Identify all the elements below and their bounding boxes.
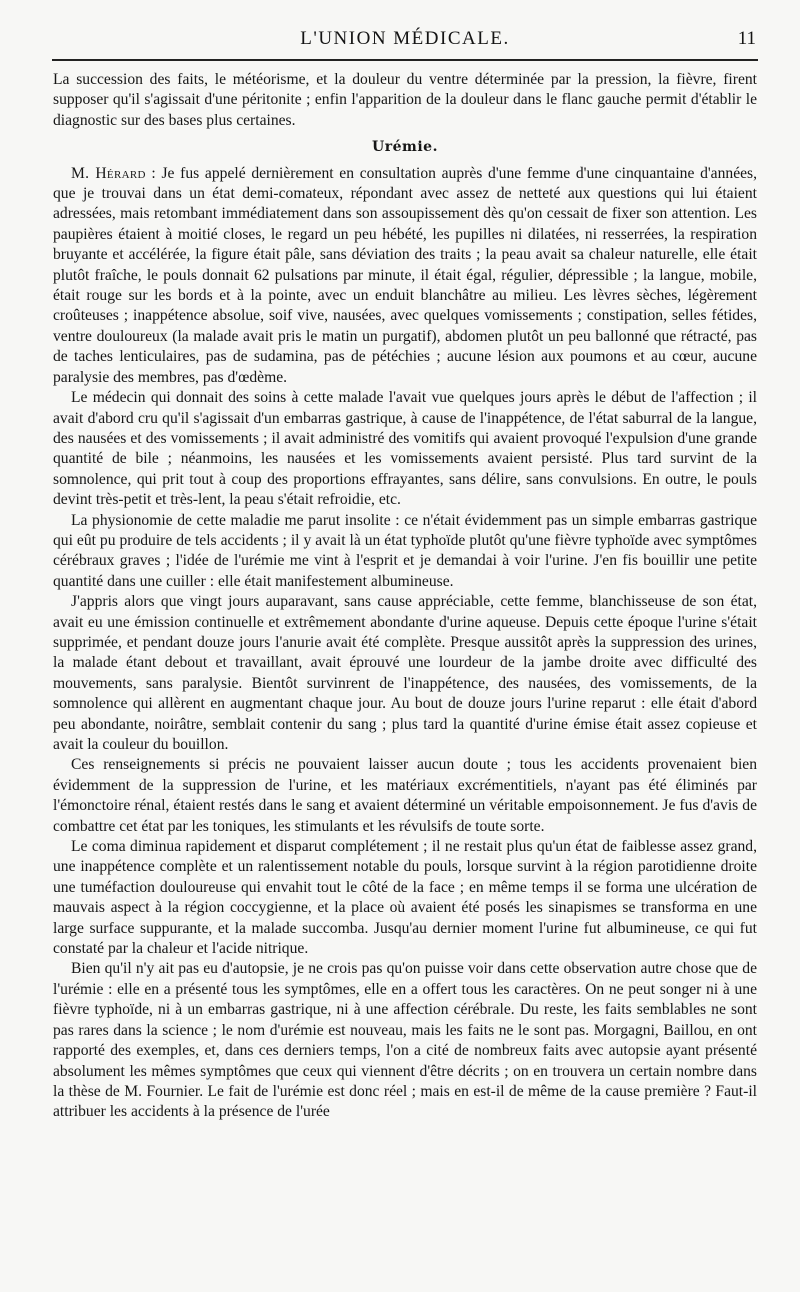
paragraph-7: Bien qu'il n'y ait pas eu d'autopsie, je ne crois pas qu'on puisse voir dans cette observation autre chose que de l'urémie : elle en a présenté tous les symptômes, elle en a offert tous les caractères. On ne peut songer ni à une fièvre typhoïde, ni à un embarras gastrique, ni à une affection cérébrale. Du reste, les faits semblables ne sont pas rares dans la science ; le nom d'urémie est nouveau, mais les faits ne le sont pas. Morgagni, Baillou, en ont rapporté des exemples, et, dans ces derniers temps, l'on a cité de nombreux faits avec autopsie ayant présenté absolument les mêmes symptômes que ceux qui viennent d'être décrits ; on en trouvera un certain nombre dans la thèse de M. Fournier. Le fait de l'urémie est donc réel ; mais en est-il de même de la cause première ? Faut-il attribuer les accidents à la présence de l'urée	[53, 960, 757, 1121]
paragraph-5: Ces renseignements si précis ne pouvaient laisser aucun doute ; tous les accidents provenaient bien évidemment de la suppression de l'urine, et les matériaux excrémentitiels, n'ayant pas été éliminés par l'émonctoire rénal, étaient restés dans le sang et avaient déterminé un véritable empoisonnement. Je fus d'avis de combattre cet état par les toniques, les stimulants et les révulsifs de toute sorte.	[53, 756, 757, 835]
paragraph-6: Le coma diminua rapidement et disparut complétement ; il ne restait plus qu'un état de faiblesse assez grand, une inappétence complète et un ralentissement notable du pouls, lorsque survint à la région parotidienne droite une tuméfaction douloureuse qui envahit tout le côté de la face ; en même temps il se forma une ulcération de mauvais aspect à la région coccygienne, et la place où avaient été posés les sinapismes se transforma en une large surface suppurante, et la malade succomba. Jusqu'au dernier moment l'urine fut albumineuse, ce qui fut constaté par la chaleur et l'acide nitrique.	[53, 838, 757, 958]
page-header	[52, 28, 758, 52]
running-title: L'UNION MÉDICALE.	[300, 28, 510, 49]
paragraph-1-text: : Je fus appelé dernièrement en consultation auprès d'une femme d'une cinquantaine d'années, que je trouvai dans un état demi-comateux, répondant avec assez de netteté aux questions qui lui étaient adressées, mais retombant immédiatement dans son assoupissement dès qu'on cessait de fixer son attention. Les paupières étaient à moitié closes, le regard un peu hébété, les pupilles ni dilatées, ni resserrées, la respiration bruyante et accélérée, la figure était pâle, sans déviation des traits ; la peau avait sa chaleur naturelle, elle était plutôt fraîche, le pouls donnait 62 pulsations par minute, il était égal, régulier, dépressible ; la langue, mobile, était rouge sur les bords et à la pointe, avec un enduit blanchâtre au milieu. Les lèvres sèches, légèrement croûteuses ; inappétence absolue, soif vive, nausées, avec quelques vomissements ; constipation, selles fétides, ventre douloureux (la malade avait pris le matin un purgatif), abdomen plutôt un peu ballonné que rétracté, pas de taches lenticulaires, pas de sudamina, pas de pétéchies ; aucune lésion aux poumons et au cœur, aucune paralysie des membres, pas d'œdème.	[53, 164, 758, 386]
article-body	[53, 70, 757, 1123]
paragraph-3: La physionomie de cette maladie me parut insolite : ce n'était évidemment pas un simple embarras gastrique qui eût pu produire de tels accidents ; il y avait là un état typhoïde plutôt qu'une fièvre typhoïde avec symptômes cérébraux graves ; l'idée de l'urémie me vint à l'esprit et je demandai à voir l'urine. J'en fis bouillir une petite quantité dans une cuiller : elle était manifestement albumineuse.	[53, 511, 757, 590]
paragraph-4: J'appris alors que vingt jours auparavant, sans cause appréciable, cette femme, blanchisseuse de son état, avait eu une émission continuelle et extrêmement abondante d'urine aqueuse. Depuis cette époque l'urine s'était supprimée, et pendant douze jours l'anurie avait été complète. Presque aussitôt après la suppression des urines, la malade étant debout et travaillant, avait éprouvé une lourdeur de la jambe droite avec difficulté des mouvements, sans paralysie. Bientôt survinrent de l'inappétence, des nausées, des vomissements, de la somnolence qui allèrent en augmentant chaque jour. Au bout de douze jours l'urine reparut : elle était d'abord peu abondante, noirâtre, semblait contenir du sang ; plus tard la quantité d'urine émise était assez copieuse et avait la couleur du bouillon.	[53, 593, 757, 753]
header-rule	[52, 59, 758, 61]
paragraph-2: Le médecin qui donnait des soins à cette malade l'avait vue quelques jours après le début de l'affection ; il avait d'abord cru qu'il s'agissait d'un embarras gastrique, à cause de l'inappétence, de l'état saburral de la langue, des nausées et des vomissements ; il avait administré des vomitifs qui avaient provoqué l'expulsion d'une grande quantité de bile ; néanmoins, les nausées et les vomissements avaient persisté. Plus tard survint de la somnolence, qui prit tout à coup des proportions effrayantes, sans délire, sans convulsions. En outre, le pouls devint très-petit et très-lent, la peau s'était refroidie, etc.	[53, 389, 757, 509]
page-number: 11	[737, 28, 756, 49]
intro-paragraph: La succession des faits, le météorisme, et la douleur du ventre déterminée par la pression, la fièvre, firent supposer qu'il s'agissait d'une péritonite ; enfin l'apparition de la douleur dans le flanc gauche permit d'établir le diagnostic sur des bases plus certaines.	[53, 71, 757, 129]
paragraph-1	[53, 164, 757, 388]
speaker-name: M. Hérard	[71, 164, 146, 182]
section-title: Urémie.	[372, 139, 438, 156]
